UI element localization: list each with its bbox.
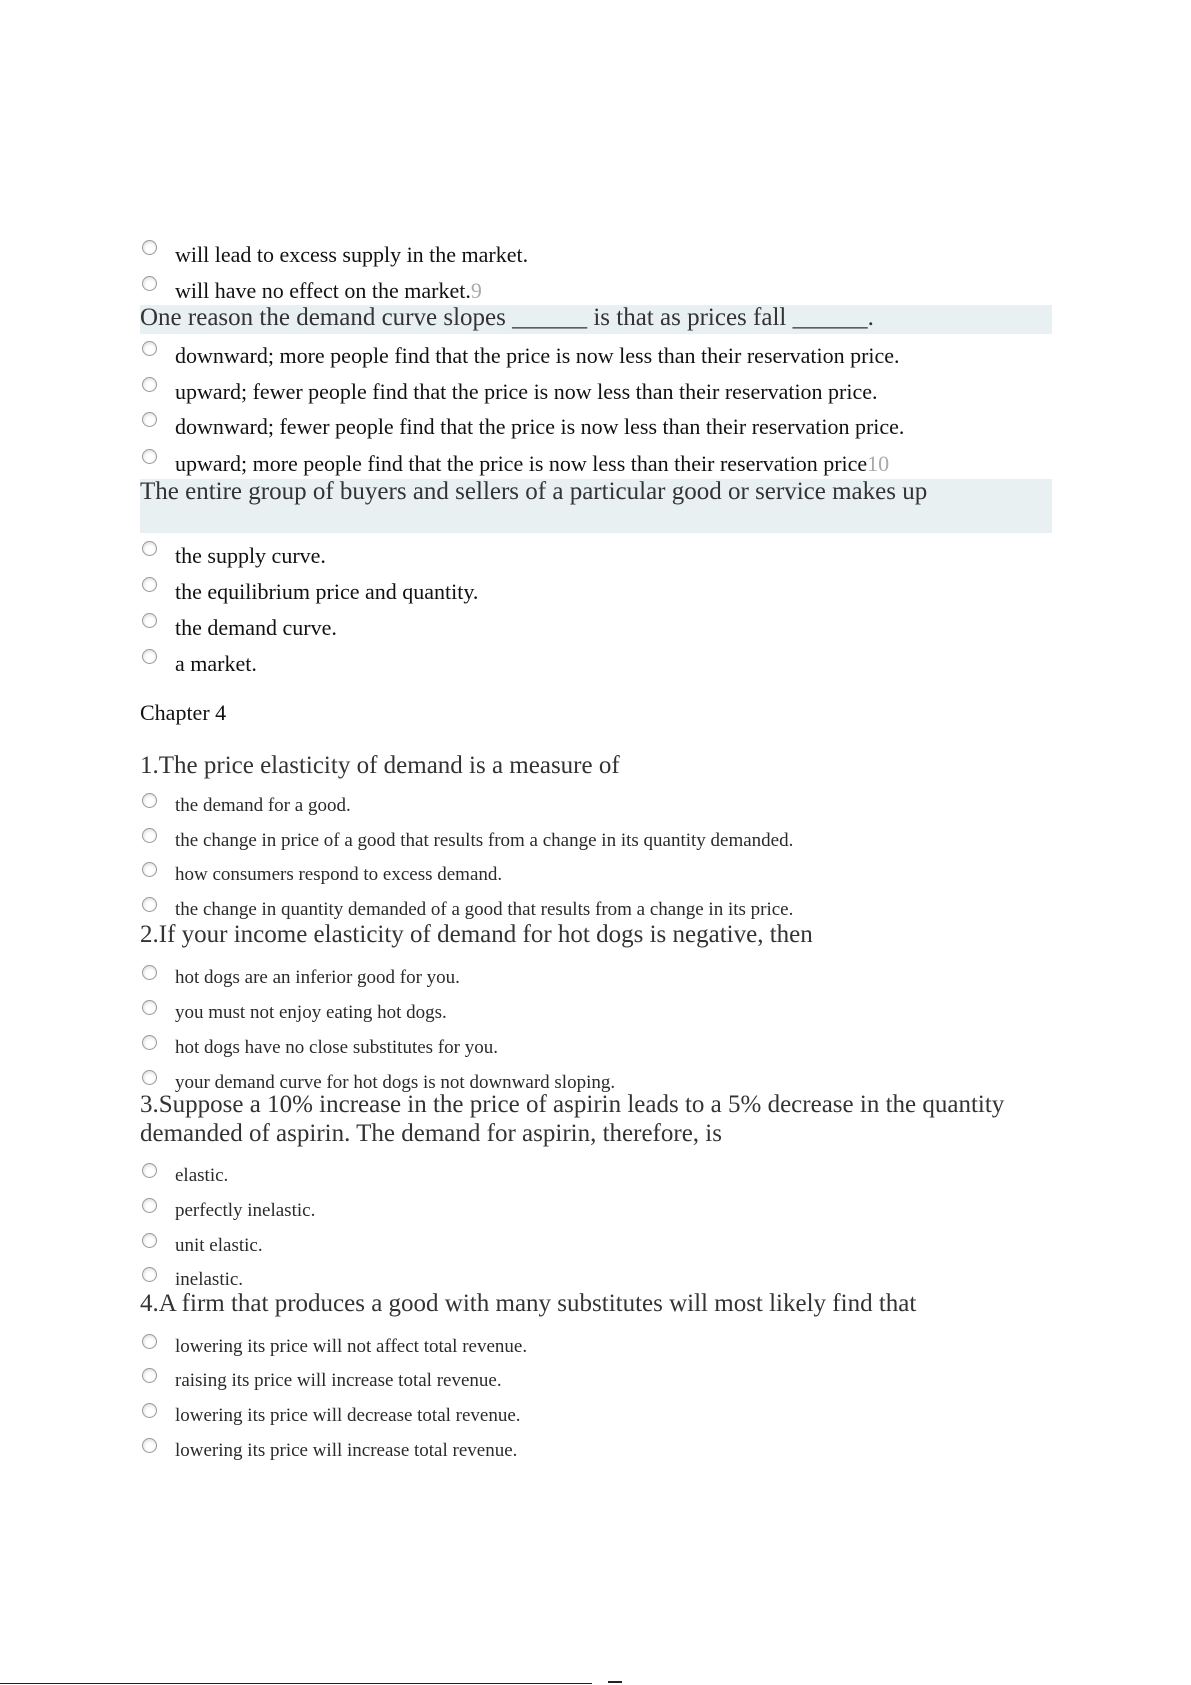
radio-button[interactable]: [142, 1198, 157, 1213]
answer-option[interactable]: [142, 1035, 1042, 1069]
question-text: 2.If your income elasticity of demand for hot dogs is negative, then: [140, 921, 813, 948]
answer-option[interactable]: [142, 613, 1042, 647]
radio-button[interactable]: [142, 828, 157, 843]
question-text: 4.A firm that produces a good with many substitutes will most likely find that: [140, 1290, 917, 1317]
radio-button[interactable]: [142, 613, 157, 628]
answer-option[interactable]: [142, 240, 1042, 274]
option-text: the change in quantity demanded of a good that results from a change in its price.: [175, 899, 794, 920]
radio-button[interactable]: [142, 276, 157, 291]
radio-button[interactable]: [142, 377, 157, 392]
option-text: a market.: [175, 651, 257, 676]
option-text: will lead to excess supply in the market.: [175, 242, 529, 267]
radio-button[interactable]: [142, 1438, 157, 1453]
option-text: the change in price of a good that results from a change in its quantity demanded.: [175, 830, 794, 851]
option-text: downward; fewer people find that the price is now less than their reservation price.: [175, 414, 905, 439]
question-text: 1.The price elasticity of demand is a measure of: [140, 752, 620, 779]
radio-button[interactable]: [142, 897, 157, 912]
option-text: lowering its price will not affect total revenue.: [175, 1336, 528, 1357]
radio-button[interactable]: [142, 649, 157, 664]
answer-option[interactable]: [142, 341, 1042, 375]
answer-option[interactable]: [142, 1438, 1042, 1472]
answer-option[interactable]: [142, 649, 1042, 683]
radio-button[interactable]: [142, 1368, 157, 1383]
option-text: the demand curve.: [175, 615, 337, 640]
option-text: will have no effect on the market.9: [175, 278, 482, 303]
question-text: One reason the demand curve slopes ______ is that as prices fall ______.: [140, 304, 874, 331]
page-number: 9: [470, 278, 482, 303]
option-text: upward; more people find that the price is now less than their reservation price10: [175, 451, 890, 476]
footer-mark: [608, 1681, 622, 1683]
option-text: inelastic.: [175, 1269, 244, 1290]
radio-button[interactable]: [142, 412, 157, 427]
option-text: unit elastic.: [175, 1235, 263, 1256]
answer-option[interactable]: [142, 828, 1042, 862]
radio-button[interactable]: [142, 1000, 157, 1015]
answer-option[interactable]: [142, 1163, 1042, 1197]
option-text: raising its price will increase total revenue.: [175, 1370, 502, 1391]
answer-option[interactable]: [142, 1198, 1042, 1232]
answer-option[interactable]: [142, 1334, 1042, 1368]
option-text: lowering its price will increase total revenue.: [175, 1440, 518, 1461]
radio-button[interactable]: [142, 1403, 157, 1418]
radio-button[interactable]: [142, 1163, 157, 1178]
question-text: 3.Suppose a 10% increase in the price of aspirin leads to a 5% decrease in the quantity: [140, 1091, 1005, 1118]
answer-option[interactable]: [142, 377, 1042, 411]
option-text: your demand curve for hot dogs is not downward sloping.: [175, 1072, 616, 1093]
radio-button[interactable]: [142, 541, 157, 556]
radio-button[interactable]: [142, 449, 157, 464]
radio-button[interactable]: [142, 341, 157, 356]
answer-option[interactable]: [142, 1233, 1042, 1267]
option-text: lowering its price will decrease total revenue.: [175, 1405, 521, 1426]
option-text: the demand for a good.: [175, 795, 351, 816]
page-number: 10: [867, 451, 890, 476]
answer-option[interactable]: [142, 965, 1042, 999]
radio-button[interactable]: [142, 1334, 157, 1349]
chapter-heading: Chapter 4: [140, 700, 227, 725]
option-text: upward; fewer people find that the price is now less than their reservation price.: [175, 379, 878, 404]
answer-option[interactable]: [142, 541, 1042, 575]
radio-button[interactable]: [142, 1070, 157, 1085]
radio-button[interactable]: [142, 965, 157, 980]
option-text: downward; more people find that the price is now less than their reservation price.: [175, 343, 900, 368]
radio-button[interactable]: [142, 1035, 157, 1050]
question-text: demanded of aspirin. The demand for aspirin, therefore, is: [140, 1120, 722, 1147]
radio-button[interactable]: [142, 1267, 157, 1282]
option-text: how consumers respond to excess demand.: [175, 864, 503, 885]
radio-button[interactable]: [142, 793, 157, 808]
answer-option[interactable]: [142, 793, 1042, 827]
answer-option[interactable]: [142, 862, 1042, 896]
radio-button[interactable]: [142, 862, 157, 877]
radio-button[interactable]: [142, 577, 157, 592]
option-text: hot dogs are an inferior good for you.: [175, 967, 460, 988]
option-text: elastic.: [175, 1165, 229, 1186]
answer-option[interactable]: [142, 577, 1042, 611]
option-text: you must not enjoy eating hot dogs.: [175, 1002, 447, 1023]
option-text: hot dogs have no close substitutes for you.: [175, 1037, 498, 1058]
radio-button[interactable]: [142, 1233, 157, 1248]
answer-option[interactable]: [142, 1368, 1042, 1402]
option-text: the supply curve.: [175, 543, 326, 568]
answer-option[interactable]: [142, 1000, 1042, 1034]
question-text: The entire group of buyers and sellers of a particular good or service makes up: [140, 478, 928, 505]
footer-rule: [0, 1683, 592, 1684]
radio-button[interactable]: [142, 240, 157, 255]
option-text: the equilibrium price and quantity.: [175, 579, 479, 604]
answer-option[interactable]: [142, 412, 1042, 446]
answer-option[interactable]: [142, 1403, 1042, 1437]
option-text: perfectly inelastic.: [175, 1200, 316, 1221]
